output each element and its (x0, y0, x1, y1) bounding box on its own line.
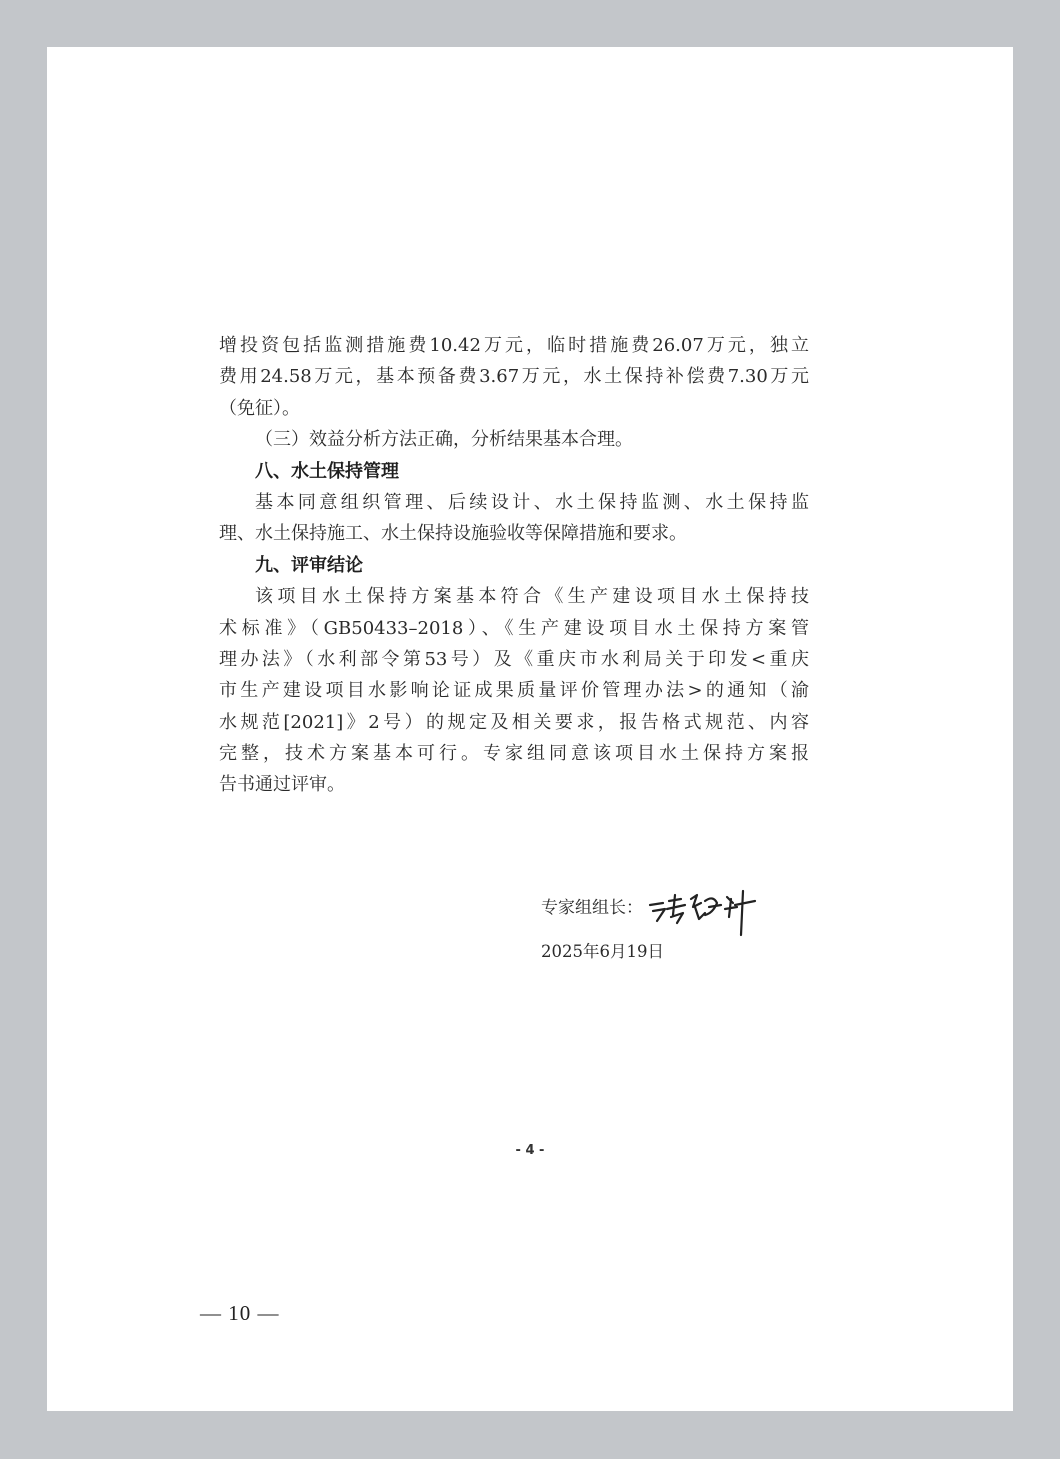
benefit-paragraph: （三）效益分析方法正确，分析结果基本合理。 (255, 429, 633, 451)
section-8-line-2: 理、水土保持施工、水土保持设施验收等保障措施和要求。 (219, 523, 687, 545)
cost-line-2: 费用24.58万元，基本预备费3.67万元，水土保持补偿费7.30万元 (219, 366, 809, 388)
section-9-line-6: 完整，技术方案基本可行。专家组同意该项目水土保持方案报 (219, 743, 809, 765)
section-9-line-5: 水规范[2021]》2号）的规定及相关要求，报告格式规范、内容 (219, 711, 809, 733)
document-page (47, 47, 1013, 1411)
section-8-heading: 八、水土保持管理 (255, 460, 399, 482)
section-9-line-3: 理办法》（水利部令第53号）及《重庆市水利局关于印发<重庆 (219, 648, 809, 670)
cost-line-3: （免征）。 (219, 397, 300, 419)
section-9-line-1: 该项目水土保持方案基本符合《生产建设项目水土保持技 (255, 586, 809, 608)
signature-label: 专家组组长： (541, 898, 643, 918)
signature-date: 2025年6月19日 (541, 942, 664, 961)
outer-page-number: — 10 — (200, 1301, 280, 1325)
handwritten-signature (647, 885, 759, 937)
section-9-heading: 九、评审结论 (255, 554, 363, 576)
section-9-line-4: 市生产建设项目水影响论证成果质量评价管理办法>的通知（渝 (219, 680, 809, 702)
inner-page-number: - 4 - (515, 1143, 545, 1158)
section-9-line-2: 术标准》（GB50433–2018）、《生产建设项目水土保持方案管 (219, 617, 809, 639)
signature-block (541, 893, 759, 967)
section-9-line-7: 告书通过评审。 (219, 774, 345, 796)
section-8-line-1: 基本同意组织管理、后续设计、水土保持监测、水土保持监 (255, 491, 809, 513)
document-body (219, 330, 809, 801)
cost-line-1: 增投资包括监测措施费10.42万元，临时措施费26.07万元，独立 (219, 335, 809, 356)
